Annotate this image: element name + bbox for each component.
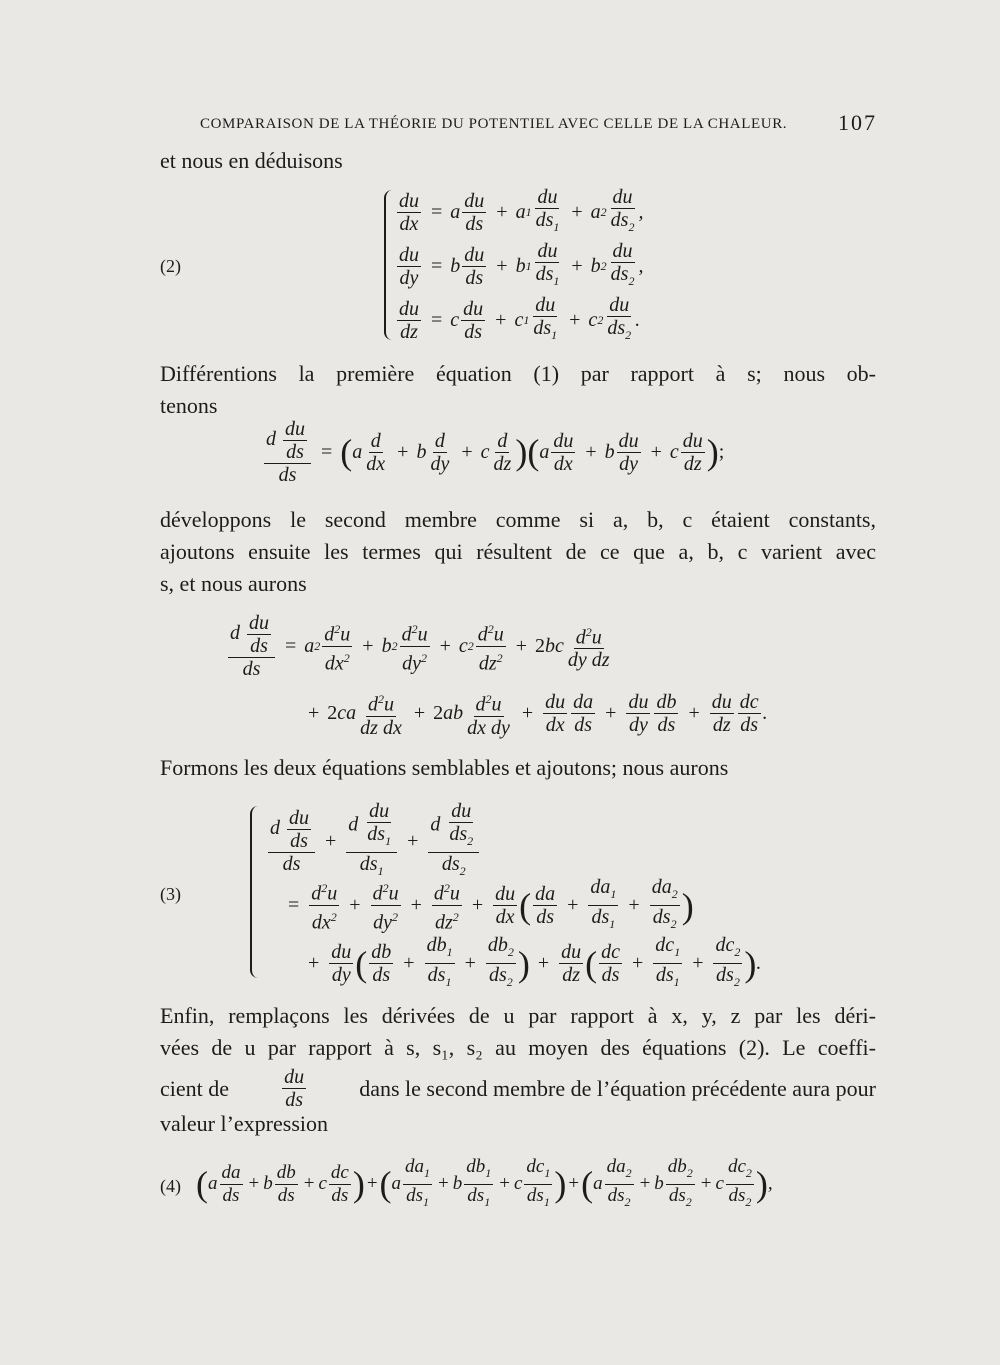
text-fragment: cient de: [160, 1075, 230, 1101]
equation-3-line2: = $\frac{d^2u}{dx^2}$ + $\frac{d^2u}{dy^2}$ + $\frac{d^2u}{dz^2}$ + $\frac{du}{dx}$ ( $\frac{da}{ds}$ + $\frac{da_1}{ds_1}$ + $\frac{da_2}{ds_2}$ ): [288, 876, 694, 934]
equation-2a: $\frac{du}{dx}$ = a $\frac{du}{ds}$ + a 1 $\frac{du}{ds_1}$ + a 2 $\frac{du}{ds_2}$ ,: [399, 186, 644, 235]
equation-number-4: (4): [160, 1176, 181, 1196]
brace-system-3: [250, 806, 260, 978]
paragraph-develop: [160, 504, 876, 600]
equation-number-3: (3): [160, 884, 181, 904]
equation-2c: $\frac{du}{dz}$ = c $\frac{du}{ds}$ + c 1 $\frac{du}{ds_1}$ + c 2 $\frac{du}{ds_2}$ .: [399, 294, 641, 343]
text-line: développons le second membre comme si a, b, c étaient constants,: [160, 507, 876, 532]
paragraph-differentiate: [160, 358, 876, 422]
paragraph-form: Formons les deux équations semblables et ajoutons; nous aurons: [160, 755, 729, 780]
running-header: COMPARAISON DE LA THÉORIE DU POTENTIEL AVEC CELLE DE LA CHALEUR.: [200, 116, 788, 132]
equation-2b: $\frac{du}{dy}$ = b $\frac{du}{ds}$ + b 1 $\frac{du}{ds_1}$ + b 2 $\frac{du}{ds_2}$ ,: [399, 240, 644, 289]
equation-3-line3: + $\frac{du}{dy}$ ( $\frac{db}{ds}$ + $\frac{db_1}{ds_1}$ + $\frac{db_2}{ds_2}$ ) + $\frac{du}{dz}$ ( $\frac{dc}{ds}$ + $\frac{dc_1}{ds_1}$ + $\frac{dc_2}{ds_2}$ ) .: [308, 934, 762, 989]
equation-expansion-line2: + 2 ca $\frac{d^2u}{\text{dz dx}}$ + 2 ab $\frac{d^2u}{\text{dx dy}}$ + $\frac{du}{dx}$ $\frac{da}{ds}$ + $\frac{du}{dy}$ $\frac{db}{ds}$ + $\frac{du}{dz}$ $\frac{dc}{ds}$ .: [300, 688, 768, 739]
fraction-du-ds: $\frac{du}{ds}$: [284, 1066, 305, 1111]
text-line-coefficient: [160, 1066, 876, 1111]
equation-3-line1: d $\frac{du}{ds}$ ds + d $\frac{du}{ds_1}$ $ds_1$ + d $\frac{du}{ds_2}$ $ds_2$: [266, 800, 481, 882]
text-line-expression: valeur l’expression: [160, 1111, 328, 1136]
paragraph-intro: et nous en déduisons: [160, 148, 343, 173]
text-line: tenons: [160, 393, 218, 418]
paragraph-replace: [160, 1000, 876, 1064]
text-line: ajoutons ensuite les termes qui résultent de ce que a, b, c varient avec: [160, 539, 876, 564]
equation-4: ( a $\frac{da}{ds}$ + b $\frac{db}{ds}$ + c $\frac{dc}{ds}$ ) + ( a $\frac{da_1}{ds_1}$ + b $\frac{db_1}{ds_1}$ + c $\frac{dc_1}{ds_1}$ ) + ( a $\frac{da_2}{ds_2}$ + b $\frac{db_2}{ds_2}$ + c $\frac{dc_2}{ds_2}$ ) ,: [196, 1156, 773, 1209]
text-line: vées de u par rapport à s, s₁, s₂ au moyen des équations (2). Le coeffi-: [160, 1035, 876, 1060]
text-line: Enfin, remplaçons les dérivées de u par rapport à x, y, z par les déri-: [160, 1003, 876, 1028]
equation-expansion-line1: d $\frac{du}{ds}$ ds = a 2 $\frac{d^2u}{dx^2}$ + b 2 $\frac{d^2u}{dy^2}$ + c 2 $\frac{d^2u}{dz^2}$ + 2 bc $\frac{d^2u}{\text{dy dz}}$: [230, 612, 610, 680]
brace-system-2: [384, 190, 394, 340]
equation-number-2: (2): [160, 256, 181, 276]
text-line: Différentions la première équation (1) par rapport à s; nous ob-: [160, 361, 876, 386]
text-fragment: dans le second membre de l’équation précédente aura pour: [359, 1075, 876, 1101]
text-line: s, et nous aurons: [160, 571, 307, 596]
equation-first-derivative: d $\frac{du}{ds}$ ds = ( a $\frac{d}{dx}$ + b $\frac{d}{dy}$ + c $\frac{d}{dz}$ ) ( a $\frac{du}{dx}$ + b $\frac{du}{dy}$ + c $\frac{du}{dz}$ ) ;: [266, 418, 725, 486]
page-number: 107: [838, 110, 877, 135]
